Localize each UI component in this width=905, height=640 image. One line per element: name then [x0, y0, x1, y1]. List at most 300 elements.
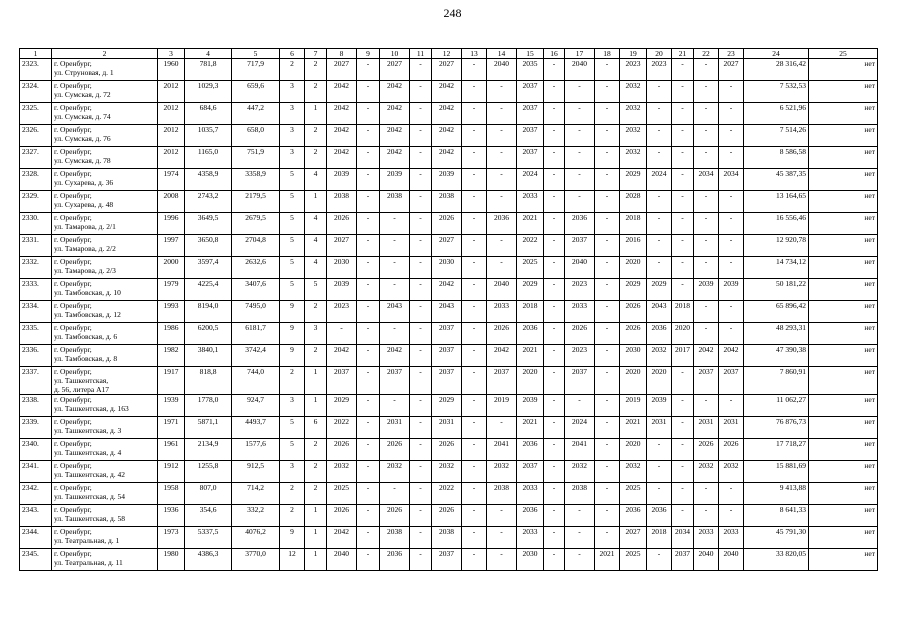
table-cell: 2037 — [432, 549, 462, 571]
table-cell: 3 — [280, 125, 305, 147]
table-cell: 1 — [305, 527, 327, 549]
table-cell: 2035 — [517, 59, 544, 81]
column-header: 7 — [305, 49, 327, 59]
table-cell: - — [647, 125, 672, 147]
table-cell: 5 — [280, 213, 305, 235]
table-cell: - — [672, 257, 694, 279]
table-cell: - — [544, 461, 565, 483]
column-header: 24 — [744, 49, 809, 59]
table-cell: 2042 — [327, 147, 357, 169]
table-cell: - — [595, 191, 620, 213]
table-cell: 2041 — [565, 439, 595, 461]
table-cell: 2038 — [565, 483, 595, 505]
table-cell: - — [357, 235, 380, 257]
table-cell: - — [487, 505, 517, 527]
address-line: г. Оренбург, — [54, 345, 92, 354]
table-cell: 2032 — [620, 147, 647, 169]
table-cell: 6 — [305, 417, 327, 439]
table-cell: 7 860,91 — [744, 367, 809, 395]
column-header: 16 — [544, 49, 565, 59]
table-cell: 2031 — [380, 417, 410, 439]
address-cell — [52, 59, 158, 81]
table-cell: 2 — [305, 345, 327, 367]
table-cell: 4493,7 — [232, 417, 280, 439]
table-cell: - — [672, 103, 694, 125]
table-cell: - — [719, 191, 744, 213]
table-cell: 4225,4 — [185, 279, 232, 301]
table-cell: 2 — [305, 59, 327, 81]
table-cell: 2026 — [620, 301, 647, 323]
table-cell: - — [647, 103, 672, 125]
table-cell: 2020 — [620, 257, 647, 279]
table-cell: нет — [809, 125, 878, 147]
table-cell: - — [544, 191, 565, 213]
table-cell: - — [595, 395, 620, 417]
table-cell: 2042 — [327, 81, 357, 103]
table-row — [20, 345, 878, 367]
table-cell: - — [565, 81, 595, 103]
table-cell: 2027 — [719, 59, 744, 81]
table-cell: - — [595, 147, 620, 169]
address-line: г. Оренбург, — [54, 367, 92, 376]
table-cell: - — [647, 257, 672, 279]
table-cell: - — [462, 367, 487, 395]
table-cell: 1939 — [158, 395, 185, 417]
table-cell: нет — [809, 147, 878, 169]
table-cell: - — [380, 257, 410, 279]
table-cell: - — [595, 125, 620, 147]
table-cell: 2025 — [327, 483, 357, 505]
table-cell: - — [357, 81, 380, 103]
table-cell: 9 — [280, 345, 305, 367]
column-header: 6 — [280, 49, 305, 59]
table-cell: 2039 — [327, 169, 357, 191]
address-line: г. Оренбург, — [54, 395, 92, 404]
table-cell: 2036 — [517, 439, 544, 461]
table-cell: 2016 — [620, 235, 647, 257]
table-cell: - — [462, 81, 487, 103]
table-cell: 2034 — [672, 527, 694, 549]
table-cell: - — [462, 169, 487, 191]
table-cell: - — [357, 147, 380, 169]
table-cell: нет — [809, 395, 878, 417]
address-cell — [52, 235, 158, 257]
column-header: 1 — [20, 49, 52, 59]
table-cell: 2037 — [517, 103, 544, 125]
address-line: г. Оренбург, — [54, 301, 92, 310]
row-number: 2334. — [20, 301, 52, 323]
table-cell: 1986 — [158, 323, 185, 345]
table-cell: 2037 — [517, 147, 544, 169]
table-row — [20, 527, 878, 549]
table-cell: - — [694, 59, 719, 81]
table-cell: - — [462, 395, 487, 417]
table-cell: - — [565, 191, 595, 213]
address-line: ул. Ташкентская, д. 54 — [54, 492, 126, 501]
table-cell: - — [595, 103, 620, 125]
table-cell: 2704,8 — [232, 235, 280, 257]
table-row — [20, 125, 878, 147]
table-cell: 2026 — [380, 439, 410, 461]
table-cell: нет — [809, 169, 878, 191]
table-cell: 9 — [280, 301, 305, 323]
table-cell: 2039 — [380, 169, 410, 191]
table-row — [20, 81, 878, 103]
table-cell: 2022 — [432, 483, 462, 505]
table-cell: - — [487, 257, 517, 279]
table-cell: - — [544, 103, 565, 125]
row-number: 2329. — [20, 191, 52, 213]
table-cell: 2 — [305, 81, 327, 103]
table-cell: - — [462, 417, 487, 439]
table-cell: - — [357, 301, 380, 323]
row-number: 2343. — [20, 505, 52, 527]
table-cell: - — [357, 323, 380, 345]
row-number: 2327. — [20, 147, 52, 169]
table-cell: 2023 — [620, 59, 647, 81]
table-cell: 2012 — [158, 81, 185, 103]
table-cell: 2025 — [620, 483, 647, 505]
address-cell — [52, 345, 158, 367]
table-cell: - — [694, 483, 719, 505]
table-cell: 45 791,30 — [744, 527, 809, 549]
table-cell: 2026 — [432, 439, 462, 461]
table-row — [20, 213, 878, 235]
table-cell: - — [487, 103, 517, 125]
table-cell: 5 — [280, 417, 305, 439]
table-cell: 2032 — [487, 461, 517, 483]
address-line: г. Оренбург, — [54, 191, 92, 200]
address-line: ул. Ташкентская, д. 58 — [54, 514, 126, 523]
table-cell: 3 — [280, 395, 305, 417]
table-cell: 717,9 — [232, 59, 280, 81]
table-cell: 2040 — [487, 279, 517, 301]
table-cell: - — [410, 213, 432, 235]
table-cell: 2032 — [432, 461, 462, 483]
table-row — [20, 417, 878, 439]
table-cell: - — [672, 191, 694, 213]
address-cell — [52, 257, 158, 279]
table-cell: 2043 — [647, 301, 672, 323]
table-cell: 2030 — [517, 549, 544, 571]
table-cell: 2032 — [620, 81, 647, 103]
table-cell: 17 718,27 — [744, 439, 809, 461]
table-cell: - — [410, 103, 432, 125]
table-cell: 1 — [305, 367, 327, 395]
address-line: ул. Театральная, д. 11 — [54, 558, 123, 567]
address-line: ул. Тамбовская, д. 8 — [54, 354, 118, 363]
table-cell: - — [544, 439, 565, 461]
table-cell: 2034 — [694, 169, 719, 191]
table-cell: 1997 — [158, 235, 185, 257]
table-cell: 4 — [305, 169, 327, 191]
table-cell: - — [694, 81, 719, 103]
table-row — [20, 505, 878, 527]
table-cell: - — [595, 505, 620, 527]
table-cell: 50 181,22 — [744, 279, 809, 301]
address-cell — [52, 301, 158, 323]
table-cell: 4 — [305, 213, 327, 235]
row-number: 2335. — [20, 323, 52, 345]
table-cell: 2042 — [380, 125, 410, 147]
table-cell: - — [544, 301, 565, 323]
table-cell: 6181,7 — [232, 323, 280, 345]
table-cell: 1255,8 — [185, 461, 232, 483]
table-cell: - — [595, 323, 620, 345]
table-cell: - — [357, 125, 380, 147]
table-cell: - — [380, 483, 410, 505]
table-cell: - — [410, 345, 432, 367]
column-header: 17 — [565, 49, 595, 59]
table-cell: нет — [809, 279, 878, 301]
table-cell: 2038 — [432, 191, 462, 213]
table-cell: нет — [809, 483, 878, 505]
table-cell: 2039 — [327, 279, 357, 301]
table-cell: - — [544, 417, 565, 439]
table-cell: - — [595, 439, 620, 461]
address-cell — [52, 81, 158, 103]
table-cell: 2039 — [694, 279, 719, 301]
address-line: ул. Ташкентская, — [54, 376, 109, 385]
address-cell — [52, 439, 158, 461]
table-cell: 2031 — [647, 417, 672, 439]
table-cell: - — [694, 213, 719, 235]
table-cell: 659,6 — [232, 81, 280, 103]
table-cell: 684,6 — [185, 103, 232, 125]
column-header: 13 — [462, 49, 487, 59]
table-cell: 4386,3 — [185, 549, 232, 571]
address-line: г. Оренбург, — [54, 417, 92, 426]
table-cell: 12 — [280, 549, 305, 571]
table-cell: - — [462, 125, 487, 147]
address-line: г. Оренбург, — [54, 323, 92, 332]
table-cell: 2036 — [380, 549, 410, 571]
table-cell: - — [357, 257, 380, 279]
row-number: 2337. — [20, 367, 52, 395]
table-cell: - — [672, 235, 694, 257]
table-cell: - — [719, 257, 744, 279]
table-cell: - — [487, 191, 517, 213]
table-cell: 2042 — [380, 103, 410, 125]
row-number: 2345. — [20, 549, 52, 571]
table-cell: 2018 — [517, 301, 544, 323]
table-cell: - — [647, 461, 672, 483]
table-cell: - — [410, 125, 432, 147]
table-cell: 3358,9 — [232, 169, 280, 191]
table-cell: - — [410, 505, 432, 527]
table-cell: - — [487, 147, 517, 169]
table-cell: - — [719, 301, 744, 323]
table-cell: - — [595, 257, 620, 279]
table-cell: 5871,1 — [185, 417, 232, 439]
address-cell — [52, 417, 158, 439]
table-cell: - — [380, 235, 410, 257]
table-cell: - — [672, 483, 694, 505]
column-header: 23 — [719, 49, 744, 59]
table-cell: 2039 — [647, 395, 672, 417]
table-cell: 2026 — [694, 439, 719, 461]
address-line: ул. Сумская, д. 76 — [54, 134, 111, 143]
table-cell: нет — [809, 103, 878, 125]
table-cell: 2037 — [517, 461, 544, 483]
table-cell: - — [719, 323, 744, 345]
table-cell: - — [357, 549, 380, 571]
table-cell: - — [357, 191, 380, 213]
table-cell: 4076,2 — [232, 527, 280, 549]
address-cell — [52, 191, 158, 213]
table-cell: 2037 — [565, 367, 595, 395]
table-cell: 2022 — [327, 417, 357, 439]
column-header: 14 — [487, 49, 517, 59]
table-cell: 2021 — [595, 549, 620, 571]
table-cell: - — [357, 417, 380, 439]
table-cell: 5 — [280, 279, 305, 301]
table-cell: нет — [809, 323, 878, 345]
table-cell: - — [647, 483, 672, 505]
table-cell: - — [327, 323, 357, 345]
table-cell: 7 532,53 — [744, 81, 809, 103]
table-cell: - — [462, 147, 487, 169]
table-cell: 47 390,38 — [744, 345, 809, 367]
table-cell: 2032 — [694, 461, 719, 483]
address-line: ул. Тамарова, д. 2/2 — [54, 244, 116, 253]
table-cell: 12 920,78 — [744, 235, 809, 257]
table-cell: - — [595, 59, 620, 81]
table-cell: - — [544, 169, 565, 191]
address-line: г. Оренбург, — [54, 279, 92, 288]
table-cell: - — [357, 279, 380, 301]
table-cell: 5 — [305, 279, 327, 301]
table-cell: 2030 — [327, 257, 357, 279]
table-cell: - — [595, 483, 620, 505]
address-line: г. Оренбург, — [54, 257, 92, 266]
table-cell: 9 — [280, 527, 305, 549]
table-cell: нет — [809, 235, 878, 257]
table-row — [20, 549, 878, 571]
table-cell: - — [565, 169, 595, 191]
address-line: г. Оренбург, — [54, 549, 92, 558]
table-cell: нет — [809, 439, 878, 461]
column-header: 3 — [158, 49, 185, 59]
address-line: ул. Ташкентская, д. 3 — [54, 426, 122, 435]
table-cell: - — [357, 345, 380, 367]
table-cell: - — [672, 169, 694, 191]
table-cell: нет — [809, 549, 878, 571]
table-cell: 2040 — [327, 549, 357, 571]
address-line: ул. Сухарева, д. 48 — [54, 200, 114, 209]
address-cell — [52, 367, 158, 395]
table-cell: - — [565, 549, 595, 571]
table-cell: - — [410, 147, 432, 169]
table-cell: 2042 — [380, 345, 410, 367]
table-cell: 2033 — [565, 301, 595, 323]
table-cell: 2179,5 — [232, 191, 280, 213]
table-cell: 2042 — [719, 345, 744, 367]
table-cell: 2027 — [380, 59, 410, 81]
address-line: г. Оренбург, — [54, 505, 92, 514]
table-cell: 2037 — [432, 367, 462, 395]
address-cell — [52, 147, 158, 169]
table-cell: 2027 — [620, 527, 647, 549]
address-line: ул. Тамбовская, д. 6 — [54, 332, 118, 341]
table-cell: - — [647, 235, 672, 257]
table-cell: 76 876,73 — [744, 417, 809, 439]
table-cell: 2020 — [647, 367, 672, 395]
table-cell: - — [357, 367, 380, 395]
row-number: 2324. — [20, 81, 52, 103]
table-cell: - — [672, 367, 694, 395]
address-cell — [52, 323, 158, 345]
table-cell: 2028 — [620, 191, 647, 213]
table-cell: 2040 — [565, 59, 595, 81]
column-header: 4 — [185, 49, 232, 59]
table-cell: 2029 — [620, 279, 647, 301]
row-number: 2328. — [20, 169, 52, 191]
table-cell: 2036 — [647, 505, 672, 527]
table-cell: 28 316,42 — [744, 59, 809, 81]
table-cell: 2021 — [620, 417, 647, 439]
column-header: 5 — [232, 49, 280, 59]
table-cell: нет — [809, 59, 878, 81]
table-cell: - — [719, 103, 744, 125]
table-cell: 2012 — [158, 125, 185, 147]
table-cell: 658,0 — [232, 125, 280, 147]
table-cell: - — [487, 169, 517, 191]
table-cell: 2042 — [327, 125, 357, 147]
table-cell: нет — [809, 505, 878, 527]
row-number: 2342. — [20, 483, 52, 505]
table-cell: нет — [809, 81, 878, 103]
table-cell: - — [462, 235, 487, 257]
table-cell: - — [357, 213, 380, 235]
table-cell: нет — [809, 191, 878, 213]
table-cell: 4 — [305, 235, 327, 257]
table-cell: 714,2 — [232, 483, 280, 505]
table-cell: 2027 — [327, 235, 357, 257]
table-cell: 2042 — [432, 279, 462, 301]
table-cell: - — [565, 527, 595, 549]
table-cell: 2021 — [517, 417, 544, 439]
table-cell: 3407,6 — [232, 279, 280, 301]
table-cell: 1982 — [158, 345, 185, 367]
address-line: ул. Тамбовская, д. 12 — [54, 310, 121, 319]
table-cell: 2029 — [620, 169, 647, 191]
table-cell: 2037 — [327, 367, 357, 395]
address-line: ул. Ташкентская, д. 42 — [54, 470, 126, 479]
table-cell: - — [487, 125, 517, 147]
address-line: ул. Ташкентская, д. 4 — [54, 448, 122, 457]
table-cell: 2036 — [487, 213, 517, 235]
table-cell: 2038 — [380, 191, 410, 213]
table-cell: 781,8 — [185, 59, 232, 81]
table-cell: - — [719, 395, 744, 417]
table-cell: 1778,0 — [185, 395, 232, 417]
table-cell: 2 — [305, 461, 327, 483]
table-cell: 2 — [305, 439, 327, 461]
table-cell: - — [410, 323, 432, 345]
table-cell: - — [544, 235, 565, 257]
row-number: 2340. — [20, 439, 52, 461]
table-cell: 2042 — [432, 103, 462, 125]
table-cell: 2026 — [432, 213, 462, 235]
table-cell: 2023 — [327, 301, 357, 323]
table-row — [20, 395, 878, 417]
table-cell: 7 514,26 — [744, 125, 809, 147]
table-cell: - — [672, 213, 694, 235]
table-cell: - — [694, 125, 719, 147]
table-cell: - — [544, 367, 565, 395]
table-cell: - — [565, 125, 595, 147]
